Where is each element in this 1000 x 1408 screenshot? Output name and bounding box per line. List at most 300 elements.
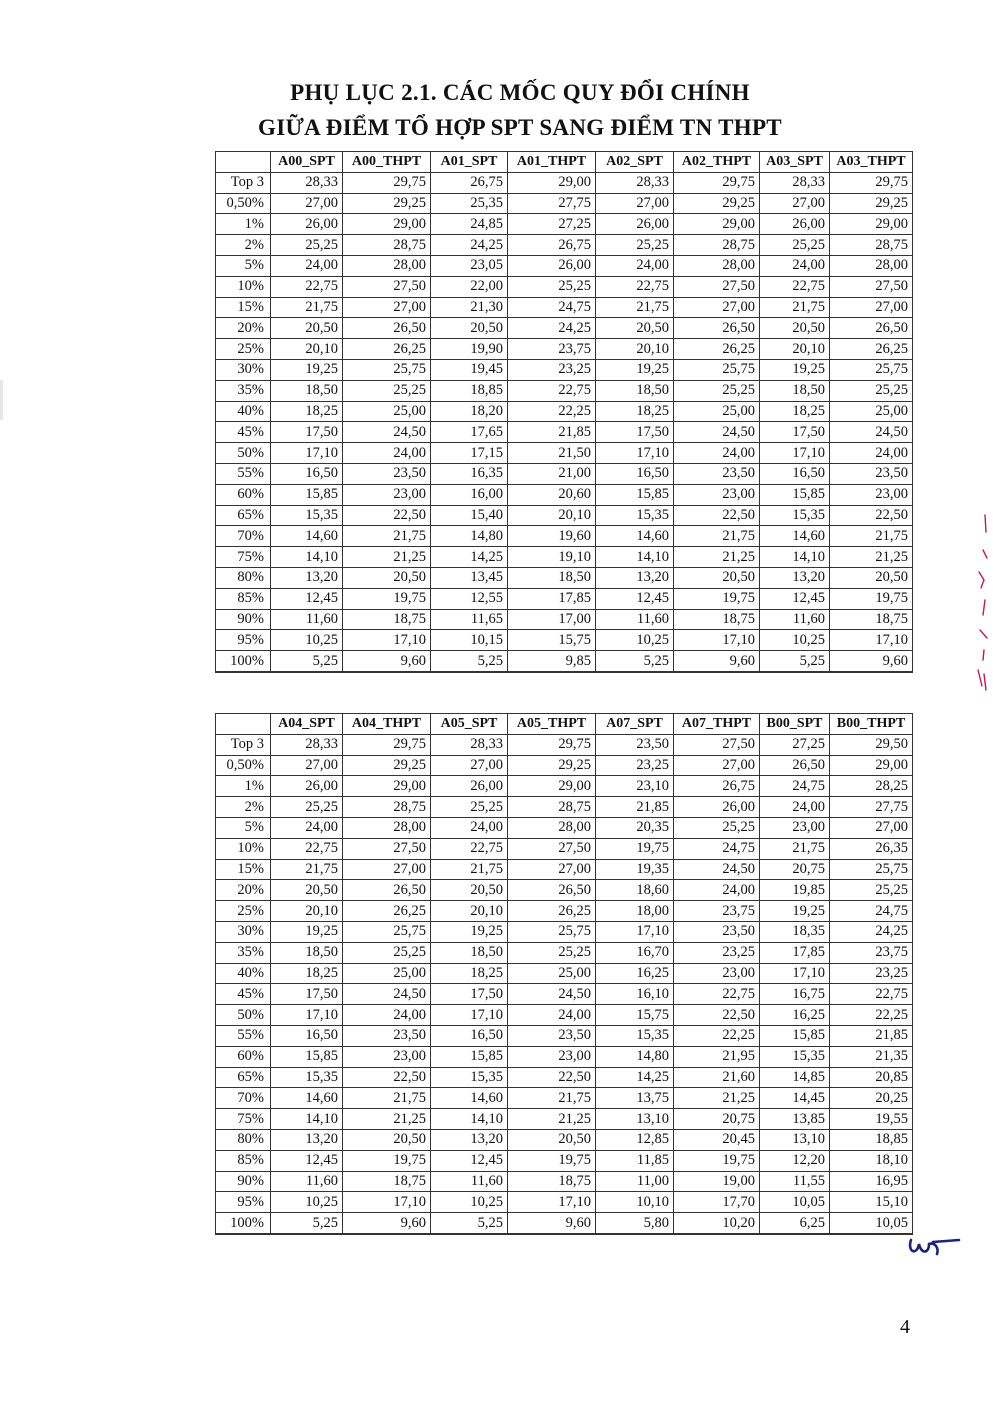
score-cell: 9,60 — [343, 651, 431, 672]
table-row — [216, 630, 913, 651]
score-cell: 26,75 — [508, 235, 596, 256]
handwritten-margin-marks — [975, 510, 995, 700]
column-header: A05_THPT — [508, 714, 596, 735]
score-cell: 20,75 — [760, 859, 830, 880]
row-label-cell: 45% — [216, 422, 271, 443]
score-cell: 10,05 — [760, 1192, 830, 1213]
row-label-cell: Top 3 — [216, 734, 271, 755]
score-cell: 18,50 — [596, 380, 674, 401]
score-cell: 24,50 — [830, 422, 913, 443]
score-cell: 20,50 — [760, 318, 830, 339]
row-label-cell: 65% — [216, 505, 271, 526]
score-cell: 26,35 — [830, 838, 913, 859]
score-cell: 25,25 — [674, 817, 760, 838]
score-cell: 23,50 — [830, 463, 913, 484]
score-cell: 24,50 — [343, 422, 431, 443]
column-header: A03_SPT — [760, 152, 830, 173]
score-cell: 23,00 — [343, 1046, 431, 1067]
score-cell: 19,75 — [674, 588, 760, 609]
score-cell: 17,10 — [760, 443, 830, 464]
score-cell: 26,50 — [760, 755, 830, 776]
score-cell: 27,00 — [760, 193, 830, 214]
score-cell: 18,75 — [343, 609, 431, 630]
table-row — [216, 776, 913, 797]
score-cell: 14,60 — [760, 526, 830, 547]
score-cell: 25,25 — [508, 276, 596, 297]
score-cell: 23,50 — [508, 1025, 596, 1046]
table-row — [216, 484, 913, 505]
score-cell: 27,50 — [674, 734, 760, 755]
row-label-cell: 30% — [216, 921, 271, 942]
score-cell: 19,25 — [271, 359, 343, 380]
score-cell: 27,00 — [343, 859, 431, 880]
score-cell: 23,00 — [343, 484, 431, 505]
score-cell: 28,00 — [343, 255, 431, 276]
row-label-cell: 35% — [216, 942, 271, 963]
page-number: 4 — [900, 1316, 910, 1338]
row-label-cell: 80% — [216, 567, 271, 588]
score-cell: 13,20 — [271, 1129, 343, 1150]
score-cell: 27,00 — [271, 193, 343, 214]
score-cell: 17,85 — [760, 942, 830, 963]
score-cell: 24,25 — [431, 235, 508, 256]
column-header: A03_THPT — [830, 152, 913, 173]
score-cell: 29,75 — [674, 172, 760, 193]
column-header: A07_THPT — [674, 714, 760, 735]
score-cell: 25,25 — [596, 235, 674, 256]
score-cell: 26,50 — [674, 318, 760, 339]
header-corner-cell — [216, 152, 271, 173]
table-header-row — [216, 714, 913, 735]
score-cell: 19,75 — [508, 1150, 596, 1171]
score-cell: 20,50 — [343, 567, 431, 588]
score-cell: 19,75 — [830, 588, 913, 609]
score-cell: 22,00 — [431, 276, 508, 297]
table-row — [216, 255, 913, 276]
score-cell: 28,00 — [674, 255, 760, 276]
column-header: A05_SPT — [431, 714, 508, 735]
row-label-cell: 90% — [216, 609, 271, 630]
row-label-cell: 15% — [216, 297, 271, 318]
score-cell: 29,00 — [508, 776, 596, 797]
score-cell: 29,75 — [830, 172, 913, 193]
score-cell: 23,50 — [674, 463, 760, 484]
column-header: A04_SPT — [271, 714, 343, 735]
score-cell: 20,50 — [508, 1129, 596, 1150]
score-cell: 29,00 — [508, 172, 596, 193]
row-label-cell: 95% — [216, 1192, 271, 1213]
score-cell: 21,85 — [508, 422, 596, 443]
table-row — [216, 651, 913, 672]
score-cell: 13,85 — [760, 1109, 830, 1130]
column-header: A07_SPT — [596, 714, 674, 735]
score-cell: 21,75 — [431, 859, 508, 880]
score-cell: 22,50 — [508, 1067, 596, 1088]
row-label-cell: 10% — [216, 838, 271, 859]
score-cell: 24,50 — [674, 859, 760, 880]
score-cell: 21,75 — [674, 526, 760, 547]
row-label-cell: 70% — [216, 1088, 271, 1109]
score-cell: 17,10 — [431, 1005, 508, 1026]
score-cell: 27,00 — [343, 297, 431, 318]
score-cell: 18,60 — [596, 880, 674, 901]
table-row — [216, 1171, 913, 1192]
score-cell: 21,25 — [830, 547, 913, 568]
table-row — [216, 567, 913, 588]
score-cell: 15,35 — [271, 505, 343, 526]
score-cell: 24,00 — [271, 817, 343, 838]
score-cell: 19,25 — [760, 901, 830, 922]
score-cell: 20,75 — [674, 1109, 760, 1130]
score-cell: 23,50 — [674, 921, 760, 942]
score-cell: 12,45 — [431, 1150, 508, 1171]
score-cell: 27,00 — [674, 755, 760, 776]
table-row — [216, 1109, 913, 1130]
score-cell: 12,45 — [271, 588, 343, 609]
score-cell: 27,00 — [596, 193, 674, 214]
column-header: A00_SPT — [271, 152, 343, 173]
score-cell: 24,00 — [343, 1005, 431, 1026]
score-cell: 24,00 — [271, 255, 343, 276]
table-row — [216, 235, 913, 256]
score-cell: 24,25 — [508, 318, 596, 339]
score-cell: 20,50 — [431, 318, 508, 339]
table-row — [216, 901, 913, 922]
score-cell: 5,25 — [431, 651, 508, 672]
score-cell: 15,75 — [596, 1005, 674, 1026]
score-cell: 19,75 — [343, 588, 431, 609]
score-cell: 19,60 — [508, 526, 596, 547]
score-cell: 21,75 — [343, 1088, 431, 1109]
score-cell: 15,35 — [271, 1067, 343, 1088]
score-cell: 21,95 — [674, 1046, 760, 1067]
score-cell: 25,00 — [674, 401, 760, 422]
score-cell: 26,25 — [508, 901, 596, 922]
score-cell: 23,25 — [596, 755, 674, 776]
score-cell: 19,45 — [431, 359, 508, 380]
score-cell: 23,05 — [431, 255, 508, 276]
score-cell: 10,25 — [271, 630, 343, 651]
score-cell: 15,35 — [431, 1067, 508, 1088]
score-cell: 19,75 — [674, 1150, 760, 1171]
score-cell: 15,85 — [271, 484, 343, 505]
table-row — [216, 172, 913, 193]
score-cell: 5,25 — [760, 651, 830, 672]
score-cell: 24,75 — [760, 776, 830, 797]
row-label-cell: 80% — [216, 1129, 271, 1150]
score-cell: 11,60 — [431, 1171, 508, 1192]
row-label-cell: 5% — [216, 817, 271, 838]
score-cell: 26,50 — [830, 318, 913, 339]
row-label-cell: 1% — [216, 776, 271, 797]
score-cell: 21,25 — [343, 1109, 431, 1130]
score-cell: 26,25 — [830, 339, 913, 360]
score-cell: 25,00 — [830, 401, 913, 422]
score-cell: 22,50 — [674, 1005, 760, 1026]
score-cell: 11,60 — [760, 609, 830, 630]
score-cell: 25,35 — [431, 193, 508, 214]
score-cell: 28,00 — [343, 817, 431, 838]
score-cell: 28,75 — [830, 235, 913, 256]
score-cell: 24,00 — [596, 255, 674, 276]
score-cell: 13,45 — [431, 567, 508, 588]
column-header: A01_THPT — [508, 152, 596, 173]
score-cell: 25,25 — [830, 880, 913, 901]
score-cell: 14,10 — [271, 1109, 343, 1130]
score-cell: 15,35 — [596, 1025, 674, 1046]
score-cell: 25,75 — [343, 359, 431, 380]
row-label-cell: 55% — [216, 1025, 271, 1046]
score-cell: 5,25 — [596, 651, 674, 672]
score-cell: 22,50 — [343, 1067, 431, 1088]
column-header: B00_SPT — [760, 714, 830, 735]
row-label-cell: 65% — [216, 1067, 271, 1088]
score-cell: 10,10 — [596, 1192, 674, 1213]
score-cell: 16,50 — [431, 1025, 508, 1046]
score-cell: 23,00 — [508, 1046, 596, 1067]
score-cell: 5,25 — [431, 1213, 508, 1234]
score-cell: 29,00 — [674, 214, 760, 235]
score-cell: 22,75 — [596, 276, 674, 297]
score-cell: 25,25 — [674, 380, 760, 401]
score-cell: 20,50 — [674, 567, 760, 588]
score-cell: 25,25 — [271, 797, 343, 818]
score-cell: 27,25 — [508, 214, 596, 235]
score-cell: 25,75 — [674, 359, 760, 380]
conversion-table-a00-a03 — [215, 151, 913, 673]
score-cell: 25,25 — [830, 380, 913, 401]
score-cell: 26,50 — [343, 318, 431, 339]
table-row — [216, 380, 913, 401]
score-cell: 23,25 — [508, 359, 596, 380]
score-cell: 11,60 — [596, 609, 674, 630]
score-cell: 5,25 — [271, 651, 343, 672]
score-cell: 20,35 — [596, 817, 674, 838]
score-cell: 17,10 — [760, 963, 830, 984]
score-cell: 27,25 — [760, 734, 830, 755]
score-cell: 9,60 — [343, 1213, 431, 1234]
score-cell: 21,75 — [596, 297, 674, 318]
score-cell: 9,85 — [508, 651, 596, 672]
score-cell: 25,00 — [508, 963, 596, 984]
score-cell: 15,35 — [760, 1046, 830, 1067]
score-cell: 18,25 — [760, 401, 830, 422]
score-cell: 17,10 — [830, 630, 913, 651]
score-cell: 27,75 — [830, 797, 913, 818]
score-cell: 18,25 — [431, 963, 508, 984]
score-cell: 17,10 — [271, 443, 343, 464]
score-cell: 11,55 — [760, 1171, 830, 1192]
score-cell: 22,75 — [760, 276, 830, 297]
score-cell: 20,10 — [271, 339, 343, 360]
table-row — [216, 1046, 913, 1067]
score-cell: 28,33 — [760, 172, 830, 193]
score-cell: 23,00 — [674, 963, 760, 984]
score-cell: 19,25 — [760, 359, 830, 380]
score-cell: 26,00 — [431, 776, 508, 797]
score-cell: 26,75 — [431, 172, 508, 193]
score-cell: 27,00 — [271, 755, 343, 776]
row-label-cell: 0,50% — [216, 755, 271, 776]
table-row — [216, 463, 913, 484]
score-cell: 21,25 — [508, 1109, 596, 1130]
score-cell: 5,25 — [271, 1213, 343, 1234]
row-label-cell: 2% — [216, 235, 271, 256]
score-cell: 14,10 — [271, 547, 343, 568]
score-cell: 14,45 — [760, 1088, 830, 1109]
score-cell: 20,50 — [431, 880, 508, 901]
score-cell: 18,25 — [596, 401, 674, 422]
score-cell: 14,80 — [431, 526, 508, 547]
score-cell: 18,85 — [830, 1129, 913, 1150]
score-cell: 17,50 — [431, 984, 508, 1005]
score-cell: 20,50 — [596, 318, 674, 339]
score-cell: 12,45 — [271, 1150, 343, 1171]
score-cell: 14,25 — [431, 547, 508, 568]
score-cell: 18,50 — [431, 942, 508, 963]
column-header: A04_THPT — [343, 714, 431, 735]
table-row — [216, 547, 913, 568]
row-label-cell: 50% — [216, 1005, 271, 1026]
score-cell: 22,50 — [343, 505, 431, 526]
table-row — [216, 1192, 913, 1213]
score-cell: 24,00 — [343, 443, 431, 464]
score-cell: 25,75 — [508, 921, 596, 942]
row-label-cell: 95% — [216, 630, 271, 651]
score-cell: 20,45 — [674, 1129, 760, 1150]
score-cell: 29,25 — [343, 755, 431, 776]
score-cell: 18,50 — [271, 380, 343, 401]
score-cell: 19,90 — [431, 339, 508, 360]
score-cell: 21,75 — [271, 859, 343, 880]
table-row — [216, 359, 913, 380]
score-cell: 28,00 — [830, 255, 913, 276]
row-label-cell: 1% — [216, 214, 271, 235]
score-cell: 5,80 — [596, 1213, 674, 1234]
score-cell: 19,55 — [830, 1109, 913, 1130]
score-cell: 28,00 — [508, 817, 596, 838]
score-cell: 13,20 — [596, 567, 674, 588]
score-cell: 25,25 — [343, 380, 431, 401]
score-cell: 14,10 — [431, 1109, 508, 1130]
score-cell: 27,00 — [431, 755, 508, 776]
score-cell: 20,10 — [508, 505, 596, 526]
row-label-cell: 5% — [216, 255, 271, 276]
scan-edge-shadow — [0, 380, 3, 420]
score-cell: 11,85 — [596, 1150, 674, 1171]
score-cell: 25,75 — [830, 859, 913, 880]
score-cell: 25,00 — [343, 401, 431, 422]
score-cell: 29,25 — [508, 755, 596, 776]
score-cell: 17,85 — [508, 588, 596, 609]
table-row — [216, 339, 913, 360]
score-cell: 17,50 — [271, 422, 343, 443]
row-label-cell: 60% — [216, 1046, 271, 1067]
score-cell: 18,75 — [674, 609, 760, 630]
score-cell: 17,00 — [508, 609, 596, 630]
score-cell: 27,50 — [343, 276, 431, 297]
score-cell: 19,25 — [431, 921, 508, 942]
column-header: A02_SPT — [596, 152, 674, 173]
score-cell: 26,00 — [760, 214, 830, 235]
score-cell: 16,95 — [830, 1171, 913, 1192]
score-cell: 21,30 — [431, 297, 508, 318]
score-cell: 17,50 — [271, 984, 343, 1005]
row-label-cell: 10% — [216, 276, 271, 297]
score-cell: 15,85 — [431, 1046, 508, 1067]
score-cell: 25,75 — [830, 359, 913, 380]
table-row — [216, 838, 913, 859]
score-cell: 16,50 — [271, 1025, 343, 1046]
score-cell: 29,75 — [343, 734, 431, 755]
score-cell: 10,25 — [271, 1192, 343, 1213]
row-label-cell: 100% — [216, 651, 271, 672]
row-label-cell: 50% — [216, 443, 271, 464]
score-cell: 10,05 — [830, 1213, 913, 1234]
score-cell: 17,10 — [674, 630, 760, 651]
score-cell: 16,75 — [760, 984, 830, 1005]
score-cell: 14,80 — [596, 1046, 674, 1067]
score-cell: 21,25 — [674, 1088, 760, 1109]
table-row — [216, 880, 913, 901]
score-cell: 21,75 — [508, 1088, 596, 1109]
score-cell: 20,50 — [271, 880, 343, 901]
table-row — [216, 963, 913, 984]
score-cell: 21,50 — [508, 443, 596, 464]
score-cell: 27,50 — [508, 838, 596, 859]
score-cell: 27,75 — [508, 193, 596, 214]
score-cell: 21,60 — [674, 1067, 760, 1088]
score-cell: 19,25 — [271, 921, 343, 942]
score-cell: 15,35 — [596, 505, 674, 526]
score-cell: 21,75 — [760, 838, 830, 859]
score-cell: 22,25 — [830, 1005, 913, 1026]
row-label-cell: 30% — [216, 359, 271, 380]
score-cell: 20,50 — [830, 567, 913, 588]
conversion-table-a04-b00 — [215, 713, 913, 1235]
score-cell: 28,25 — [830, 776, 913, 797]
table-row — [216, 443, 913, 464]
score-cell: 26,25 — [343, 339, 431, 360]
score-cell: 11,00 — [596, 1171, 674, 1192]
score-cell: 18,35 — [760, 921, 830, 942]
row-label-cell: 20% — [216, 880, 271, 901]
table-row — [216, 921, 913, 942]
score-cell: 23,25 — [674, 942, 760, 963]
score-cell: 29,00 — [830, 214, 913, 235]
score-cell: 22,25 — [674, 1025, 760, 1046]
score-cell: 17,70 — [674, 1192, 760, 1213]
table-row — [216, 942, 913, 963]
table-row — [216, 797, 913, 818]
table-row — [216, 401, 913, 422]
score-cell: 25,25 — [508, 942, 596, 963]
score-cell: 16,50 — [271, 463, 343, 484]
score-cell: 29,00 — [343, 776, 431, 797]
score-cell: 29,25 — [674, 193, 760, 214]
score-cell: 12,85 — [596, 1129, 674, 1150]
score-cell: 13,20 — [431, 1129, 508, 1150]
table-row — [216, 609, 913, 630]
score-cell: 21,75 — [343, 526, 431, 547]
score-cell: 23,75 — [508, 339, 596, 360]
score-cell: 28,33 — [271, 172, 343, 193]
score-cell: 29,25 — [343, 193, 431, 214]
score-cell: 17,50 — [596, 422, 674, 443]
score-cell: 10,15 — [431, 630, 508, 651]
score-cell: 28,33 — [271, 734, 343, 755]
score-cell: 15,75 — [508, 630, 596, 651]
